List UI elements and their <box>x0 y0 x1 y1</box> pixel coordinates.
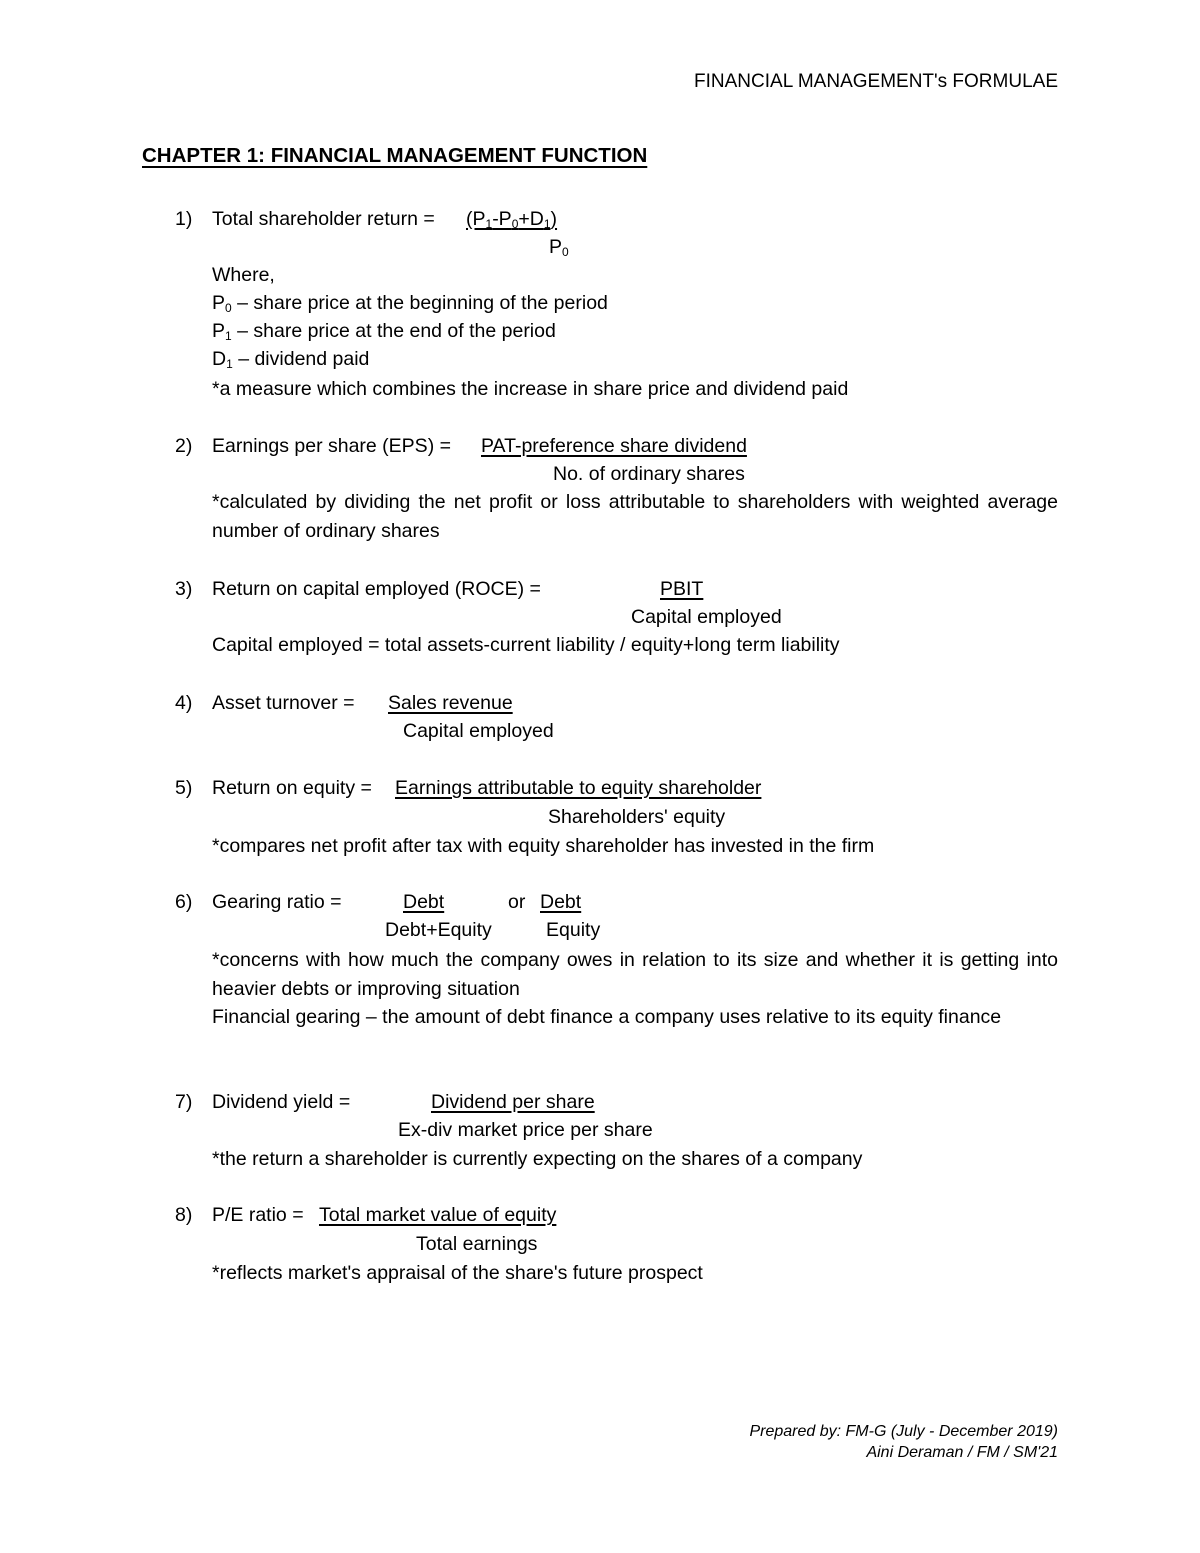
formula-note: Capital employed = total assets-current liability / equity+long term liability <box>212 634 840 656</box>
formula-label: Dividend yield = <box>212 1091 351 1113</box>
formula-denominator: No. of ordinary shares <box>553 463 745 485</box>
formula-denominator: Total earnings <box>416 1233 538 1255</box>
formula-label: Total shareholder return = <box>212 208 435 230</box>
item-number: 7) <box>175 1091 193 1113</box>
formula-numerator: Earnings attributable to equity shareholder <box>395 777 762 799</box>
where-label: Where, <box>212 264 275 286</box>
item-number: 1) <box>175 208 193 230</box>
or-label: or <box>508 891 526 913</box>
formula-denominator: Equity <box>546 919 601 941</box>
page-header-title: FINANCIAL MANAGEMENT's FORMULAE <box>694 71 1058 92</box>
formula-numerator: PAT-preference share dividend <box>481 435 747 457</box>
formula-denominator: Shareholders' equity <box>548 806 726 828</box>
item-number: 4) <box>175 692 193 714</box>
formula-numerator: Sales revenue <box>388 692 513 714</box>
formula-note: *calculated by dividing the net profit or loss attributable to shareholders with weighted average number of ordinary shares <box>212 491 1058 542</box>
formula-note: *concerns with how much the company owes in relation to its size and whether it is getting into heavier debts or improving situation <box>212 949 1058 1000</box>
formula-label: Gearing ratio = <box>212 891 342 913</box>
item-number: 6) <box>175 891 193 913</box>
formula-label: Asset turnover = <box>212 692 355 714</box>
formula-label: Return on capital employed (ROCE) = <box>212 578 541 600</box>
formula-denominator: Capital employed <box>631 606 782 628</box>
formula-note: *a measure which combines the increase in share price and dividend paid <box>212 378 849 400</box>
formula-label: P/E ratio = <box>212 1204 304 1226</box>
formula-note: *reflects market's appraisal of the share's future prospect <box>212 1262 703 1284</box>
definition-line: $P_0$ – share price at the beginning of the period <box>212 292 608 315</box>
definition-line: $P_1$ – share price at the end of the period <box>212 320 556 343</box>
formula-numerator: Debt <box>403 891 445 913</box>
formula-denominator: $P_0$ <box>549 236 569 259</box>
formula-label: Earnings per share (EPS) = <box>212 435 451 457</box>
formula-numerator: PBIT <box>660 578 704 600</box>
formula-numerator: Dividend per share <box>431 1091 595 1113</box>
formula-denominator: Ex-div market price per share <box>398 1119 653 1141</box>
chapter-title: CHAPTER 1: FINANCIAL MANAGEMENT FUNCTION <box>142 144 648 167</box>
formula-note: Financial gearing – the amount of debt finance a company uses relative to its equity finance <box>212 1006 1002 1028</box>
formula-label: Return on equity = <box>212 777 372 799</box>
footer-author: Aini Deraman / FM / SM'21 <box>866 1444 1058 1461</box>
formula-numerator: Total market value of equity <box>319 1204 557 1226</box>
item-number: 3) <box>175 578 193 600</box>
formula-denominator: Capital employed <box>403 720 554 742</box>
item-number: 5) <box>175 777 193 799</box>
item-number: 8) <box>175 1204 193 1226</box>
definition-line: $D_1$ – dividend paid <box>212 348 370 371</box>
footer-prepared-by: Prepared by: FM-G (July - December 2019) <box>749 1423 1058 1440</box>
formula-denominator: Debt+Equity <box>385 919 492 941</box>
formula-note: *compares net profit after tax with equity shareholder has invested in the firm <box>212 835 875 857</box>
formula-numerator: $(P_1-P_0+D_1)$ <box>466 208 558 231</box>
formula-note: *the return a shareholder is currently expecting on the shares of a company <box>212 1148 863 1170</box>
formula-numerator: Debt <box>540 891 582 913</box>
item-number: 2) <box>175 435 193 457</box>
